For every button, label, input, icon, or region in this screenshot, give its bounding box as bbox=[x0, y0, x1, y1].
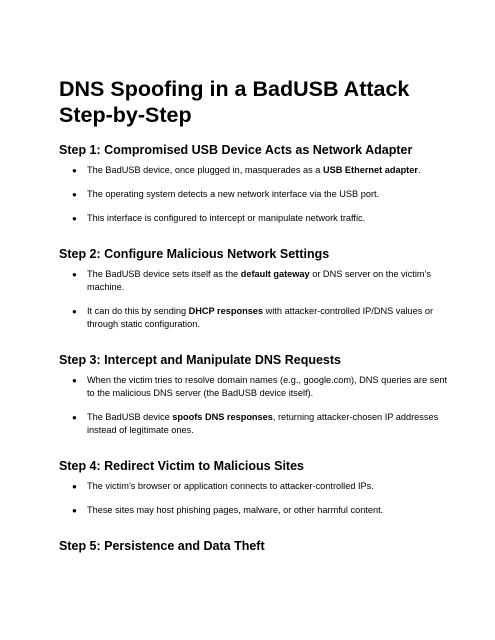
bullet-dot-icon: ● bbox=[72, 166, 77, 175]
bullet-item bbox=[59, 164, 455, 177]
bullet-text: or DNS server on the victim’s machine. bbox=[87, 269, 432, 292]
step-section bbox=[59, 352, 455, 437]
bullet-dot-icon: ● bbox=[72, 270, 77, 279]
step-spacer bbox=[59, 448, 455, 458]
bullet-item bbox=[59, 268, 455, 294]
bullet-dot-icon: ● bbox=[72, 482, 77, 491]
steps-container bbox=[59, 142, 455, 554]
bullet-text: with attacker-controlled IP/DNS values or through static configuration. bbox=[87, 306, 434, 329]
bullet-text: The operating system detects a new network interface via the USB port. bbox=[87, 189, 380, 199]
step-heading: Step 3: Intercept and Manipulate DNS Requests bbox=[59, 353, 341, 367]
step-heading: Step 4: Redirect Victim to Malicious Sites bbox=[59, 459, 304, 473]
step-heading: Step 2: Configure Malicious Network Settings bbox=[59, 247, 330, 261]
bullet-text: The BadUSB device bbox=[87, 412, 173, 422]
bullet-dot-icon: ● bbox=[72, 506, 77, 515]
step-spacer bbox=[59, 528, 455, 538]
bullet-dot-icon: ● bbox=[72, 214, 77, 223]
bullet-text: These sites may host phishing pages, malware, or other harmful content. bbox=[87, 505, 384, 515]
step-section bbox=[59, 142, 455, 225]
bullet-dot-icon: ● bbox=[72, 413, 77, 422]
step-section bbox=[59, 246, 455, 331]
bullet-item bbox=[59, 212, 455, 225]
step-spacer bbox=[59, 342, 455, 352]
bullet-text: When the victim tries to resolve domain names (e.g., google.com), DNS queries are sent to the malicious DNS server (the BadUSB device itself). bbox=[87, 375, 447, 398]
bullet-bold-text: default gateway bbox=[240, 269, 310, 279]
bullet-text: It can do this by sending bbox=[87, 306, 189, 316]
bullet-text: The BadUSB device, once plugged in, masquerades as a bbox=[87, 165, 323, 175]
bullet-item bbox=[59, 411, 455, 437]
bullet-bold-text: USB Ethernet adapter bbox=[322, 165, 418, 175]
bullet-list bbox=[59, 268, 455, 331]
bullet-item bbox=[59, 480, 455, 493]
step-section bbox=[59, 538, 455, 554]
bullet-dot-icon: ● bbox=[72, 376, 77, 385]
step-section bbox=[59, 458, 455, 517]
bullet-list bbox=[59, 480, 455, 517]
step-spacer bbox=[59, 236, 455, 246]
document-title: DNS Spoofing in a BadUSB Attack Step-by-Step bbox=[59, 77, 410, 127]
bullet-bold-text: spoofs DNS responses bbox=[172, 412, 273, 422]
step-heading: Step 5: Persistence and Data Theft bbox=[59, 539, 265, 553]
step-heading: Step 1: Compromised USB Device Acts as Network Adapter bbox=[59, 143, 413, 157]
bullet-list bbox=[59, 164, 455, 225]
bullet-text: . bbox=[417, 165, 421, 175]
bullet-item bbox=[59, 188, 455, 201]
bullet-bold-text: DHCP responses bbox=[188, 306, 264, 316]
bullet-text: The BadUSB device sets itself as the bbox=[87, 269, 241, 279]
bullet-item bbox=[59, 305, 455, 331]
bullet-item bbox=[59, 374, 455, 400]
bullet-dot-icon: ● bbox=[72, 190, 77, 199]
bullet-text: This interface is configured to intercept or manipulate network traffic. bbox=[87, 213, 366, 223]
bullet-list bbox=[59, 374, 455, 437]
bullet-dot-icon: ● bbox=[72, 307, 77, 316]
bullet-item bbox=[59, 504, 455, 517]
bullet-text: The victim’s browser or application connects to attacker-controlled IPs. bbox=[87, 481, 374, 491]
bullet-text: , returning attacker-chosen IP addresses instead of legitimate ones. bbox=[87, 412, 439, 435]
